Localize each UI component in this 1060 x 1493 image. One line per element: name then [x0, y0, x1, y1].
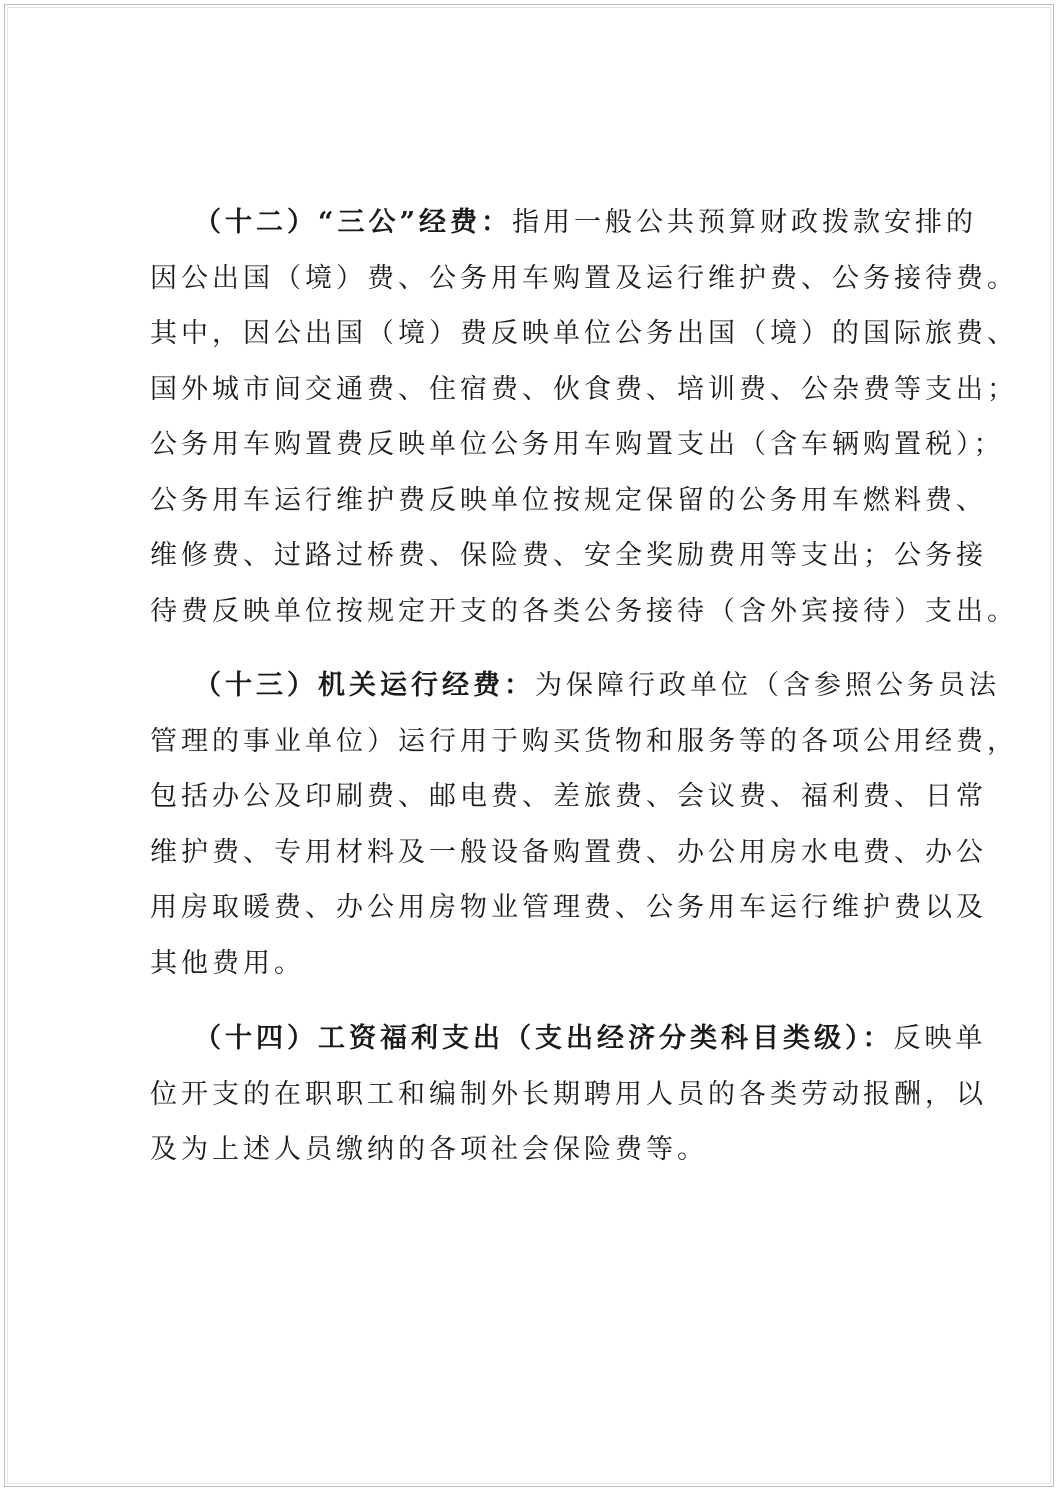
line-text: 及为上述人员缴纳的各项社会保险费等。	[150, 1134, 708, 1165]
line-text: 维护费、专用材料及一般设备购置费、办公用房水电费、办公	[150, 836, 987, 868]
paragraph-first-line	[150, 195, 978, 251]
line-text: 公务用车运行维护费反映单位按规定保留的公务用车燃料费、	[150, 484, 987, 516]
line-text: 用房取暖费、办公用房物业管理费、公务用车运行维护费以及	[150, 892, 987, 923]
line-text: 位开支的在职职工和编制外长期聘用人员的各类劳动报酬，以	[150, 1078, 987, 1110]
term-heading: （十三）机关运行经费：	[194, 670, 535, 701]
line-text: 因公出国（境）费、公务用车购置及运行维护费、公务接待费。	[150, 262, 1018, 294]
line-text: 待费反映单位按规定开支的各类公务接待（含外宾接待）支出。	[150, 595, 1018, 627]
paragraph-first-line	[150, 1011, 987, 1067]
line-text: 为保障行政单位（含参照公务员法	[535, 670, 1000, 701]
line-text: 公务用车购置费反映单位公务用车购置支出（含车辆购置税）；	[150, 429, 1005, 460]
paragraph-wage-welfare-expenditure	[150, 1011, 987, 1178]
paragraph-first-line	[150, 658, 1000, 714]
document-page	[4, 4, 1054, 1487]
paragraph-agency-operating-funds	[150, 658, 1018, 991]
line-text: 维修费、过路过桥费、保险费、安全奖励费用等支出；公务接	[150, 540, 987, 571]
term-heading: （十四）工资福利支出（支出经济分类科目类级）：	[194, 1023, 894, 1054]
paragraph-san-gong-funds	[150, 195, 1018, 639]
line-text: 包括办公及印刷费、邮电费、差旅费、会议费、福利费、日常	[150, 781, 987, 812]
line-text: 管理的事业单位）运行用于购买货物和服务等的各项公用经费，	[150, 725, 1018, 757]
line-text: 国外城市间交通费、住宿费、伙食费、培训费、公杂费等支出；	[150, 373, 1018, 405]
term-heading: （十二）“三公”经费：	[194, 207, 513, 238]
line-text: 其中，因公出国（境）费反映单位公务出国（境）的国际旅费、	[150, 318, 1018, 349]
line-text: 指用一般公共预算财政拨款安排的	[512, 207, 978, 238]
line-text: 其他费用。	[150, 947, 305, 979]
line-text: 反映单	[893, 1023, 987, 1054]
